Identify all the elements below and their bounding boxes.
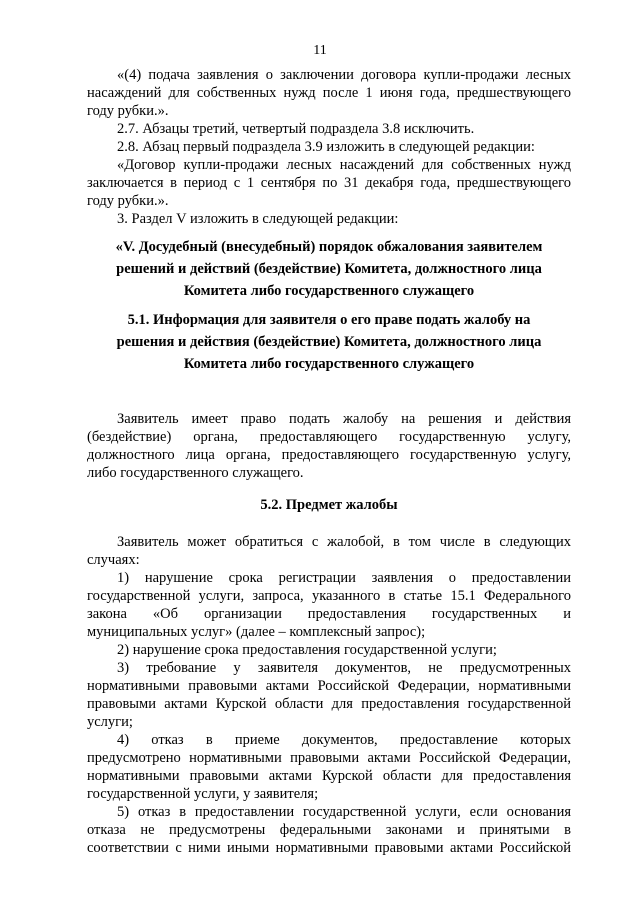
text-line: правовыми актами Курской области для предоставления государственной (87, 696, 571, 712)
text-line: соответствии с ними иными нормативными правовыми актами Российской (87, 840, 571, 856)
subsection-heading-line: Комитета либо государственного служащего (183, 356, 475, 372)
text-line: 4) отказ в приеме документов, предоставление которых (117, 732, 571, 748)
text-line: предусмотрено нормативными правовыми актами Российской Федерации, (87, 750, 571, 766)
text-line: 2.8. Абзац первый подраздела 3.9 изложить в следующей редакции: (117, 139, 535, 155)
text-line: 5) отказ в предоставлении государственной услуги, если основания (117, 804, 571, 820)
text-line: году рубки.». (87, 193, 169, 209)
text-line: насаждений для собственных нужд после 1 июня года, предшествующего (87, 85, 571, 101)
text-line: году рубки.». (87, 103, 169, 119)
text-line: либо государственного служащего. (87, 465, 304, 481)
text-line: нормативными правовыми актами Курской области для предоставления (87, 768, 571, 784)
subsection-heading-line: 5.1. Информация для заявителя о его праве подать жалобу на (127, 312, 531, 328)
text-line: государственной услуги, запроса, указанного в статье 15.1 Федерального (87, 588, 571, 604)
section-heading-line: решений и действий (бездействие) Комитета, должностного лица (116, 261, 542, 277)
text-line: муниципальных услуг» (далее – комплексный запрос); (87, 624, 426, 640)
page-number: 11 (313, 43, 327, 58)
text-line: случаях: (87, 552, 140, 568)
text-line: (бездействие) органа, предоставляющего государственную услугу, (87, 429, 571, 445)
subsection-heading-line: решения и действия (бездействие) Комитета, должностного лица (116, 334, 542, 350)
subsection-heading: 5.2. Предмет жалобы (260, 497, 398, 513)
text-line: «(4) подача заявления о заключении договора купли-продажи лесных (117, 67, 571, 83)
text-line: 2.7. Абзацы третий, четвертый подраздела 3.8 исключить. (117, 121, 475, 137)
section-heading-line: «V. Досудебный (внесудебный) порядок обжалования заявителем (115, 239, 543, 255)
text-line: 3) требование у заявителя документов, не предусмотренных (117, 660, 571, 676)
text-line: Заявитель имеет право подать жалобу на решения и действия (117, 411, 571, 427)
text-line: 1) нарушение срока регистрации заявления о предоставлении (117, 570, 571, 586)
section-heading-line: Комитета либо государственного служащего (183, 283, 475, 299)
text-line: Заявитель может обратиться с жалобой, в том числе в следующих (117, 534, 571, 550)
text-line: должностного лица органа, предоставляющего государственную услугу, (87, 447, 571, 463)
text-line: государственной услуги, у заявителя; (87, 786, 319, 802)
text-line: нормативными правовыми актами Российской Федерации, нормативными (87, 678, 571, 694)
text-line: «Договор купли-продажи лесных насаждений для собственных нужд (117, 157, 571, 173)
text-line: 3. Раздел V изложить в следующей редакции: (117, 211, 399, 227)
text-line: закона «Об организации предоставления государственных и (87, 606, 571, 622)
text-line: услуги; (87, 714, 133, 730)
text-line: заключается в период с 1 сентября по 31 декабря года, предшествующего (87, 175, 571, 191)
text-line: отказа не предусмотрены федеральными законами и принятыми в (87, 822, 571, 838)
text-line: 2) нарушение срока предоставления государственной услуги; (117, 642, 497, 658)
